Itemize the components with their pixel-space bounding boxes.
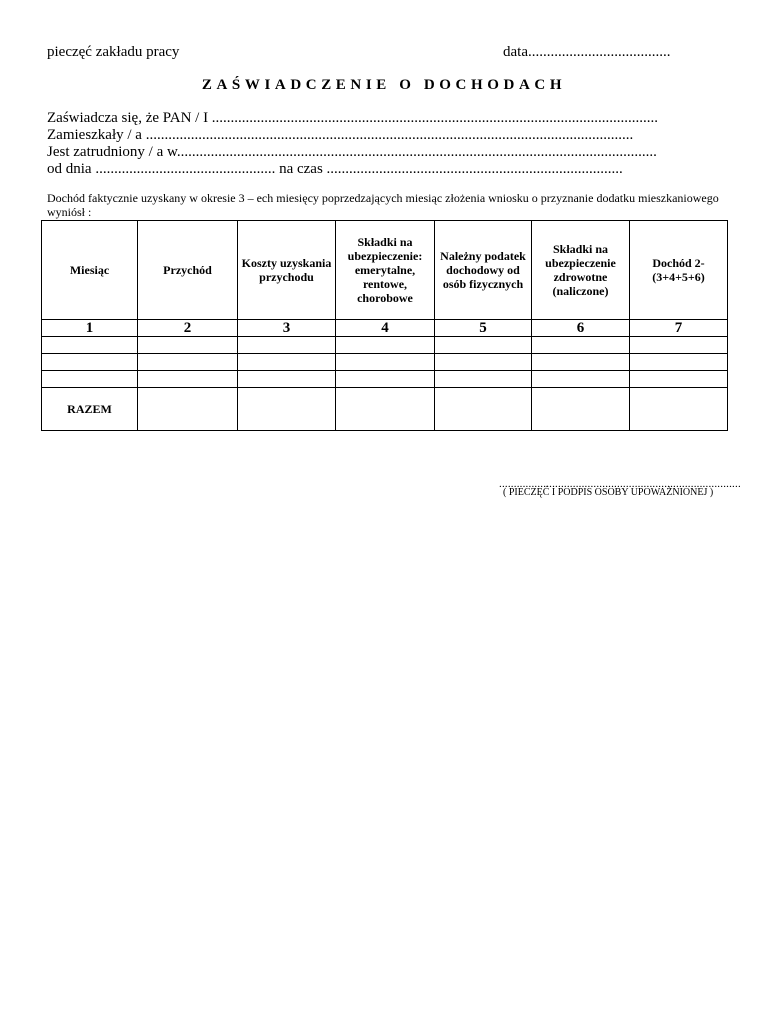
table-cell[interactable]	[630, 337, 728, 354]
column-number: 4	[336, 320, 435, 337]
column-number: 2	[138, 320, 238, 337]
employer-stamp-label: pieczęć zakładu pracy	[47, 44, 180, 60]
income-table	[41, 220, 728, 431]
table-cell[interactable]	[336, 337, 435, 354]
column-header-social-contributions: Składki na ubezpieczenie: emerytalne, rentowe, chorobowe	[336, 221, 435, 320]
declaration-address-line: Zamieszkały / a ..................................................................................................................................	[47, 127, 634, 143]
table-header-row	[42, 221, 728, 320]
table-cell[interactable]	[238, 371, 336, 388]
column-header-income-tax: Należny podatek dochodowy od osób fizycznych	[435, 221, 532, 320]
income-intro-text: Dochód faktycznie uzyskany w okresie 3 – ech miesięcy poprzedzających miesiąc złożenia wniosku o przyznanie dodatku mieszkaniowego wyniósł :	[47, 191, 719, 219]
column-header-income: Dochód 2-(3+4+5+6)	[630, 221, 728, 320]
table-cell[interactable]	[138, 337, 238, 354]
table-cell[interactable]	[42, 354, 138, 371]
table-cell[interactable]	[42, 337, 138, 354]
table-cell[interactable]	[336, 354, 435, 371]
table-cell[interactable]	[138, 354, 238, 371]
table-cell[interactable]	[532, 337, 630, 354]
document-title: ZAŚWIADCZENIE O DOCHODACH	[201, 77, 567, 93]
table-cell[interactable]	[532, 354, 630, 371]
date-label: data......................................	[503, 44, 671, 60]
declaration-name-line: Zaświadcza się, że PAN / I .......................................................................................................................	[47, 110, 659, 126]
column-number: 6	[532, 320, 630, 337]
total-cell[interactable]	[630, 388, 728, 431]
total-cell[interactable]	[435, 388, 532, 431]
table-row	[42, 354, 728, 371]
signature-line: ..................................................................................	[499, 478, 741, 490]
column-header-costs: Koszty uzyskania przychodu	[238, 221, 336, 320]
signature-caption: ( PIECZĘĆ I PODPIS OSOBY UPOWAŻNIONEJ )	[503, 487, 714, 498]
column-header-health-contributions: Składki na ubezpieczenie zdrowotne (naliczone)	[532, 221, 630, 320]
table-cell[interactable]	[138, 371, 238, 388]
table-cell[interactable]	[42, 371, 138, 388]
total-row	[42, 388, 728, 431]
table-cell[interactable]	[532, 371, 630, 388]
table-row	[42, 337, 728, 354]
total-cell[interactable]	[532, 388, 630, 431]
total-label: RAZEM	[42, 388, 138, 431]
column-header-revenue: Przychód	[138, 221, 238, 320]
table-cell[interactable]	[336, 371, 435, 388]
table-cell[interactable]	[435, 371, 532, 388]
column-number: 1	[42, 320, 138, 337]
table-cell[interactable]	[630, 371, 728, 388]
column-number: 5	[435, 320, 532, 337]
column-header-month: Miesiąc	[42, 221, 138, 320]
table-row	[42, 371, 728, 388]
declaration-period-line: od dnia ................................................ na czas ...............................................................................	[47, 161, 623, 177]
column-number: 7	[630, 320, 728, 337]
table-cell[interactable]	[630, 354, 728, 371]
table-cell[interactable]	[238, 337, 336, 354]
table-cell[interactable]	[435, 337, 532, 354]
declaration-employer-line: Jest zatrudniony / a w................................................................................................................................	[47, 144, 657, 160]
total-cell[interactable]	[138, 388, 238, 431]
column-number-row	[42, 320, 728, 337]
table-cell[interactable]	[238, 354, 336, 371]
table-cell[interactable]	[435, 354, 532, 371]
total-cell[interactable]	[238, 388, 336, 431]
total-cell[interactable]	[336, 388, 435, 431]
column-number: 3	[238, 320, 336, 337]
